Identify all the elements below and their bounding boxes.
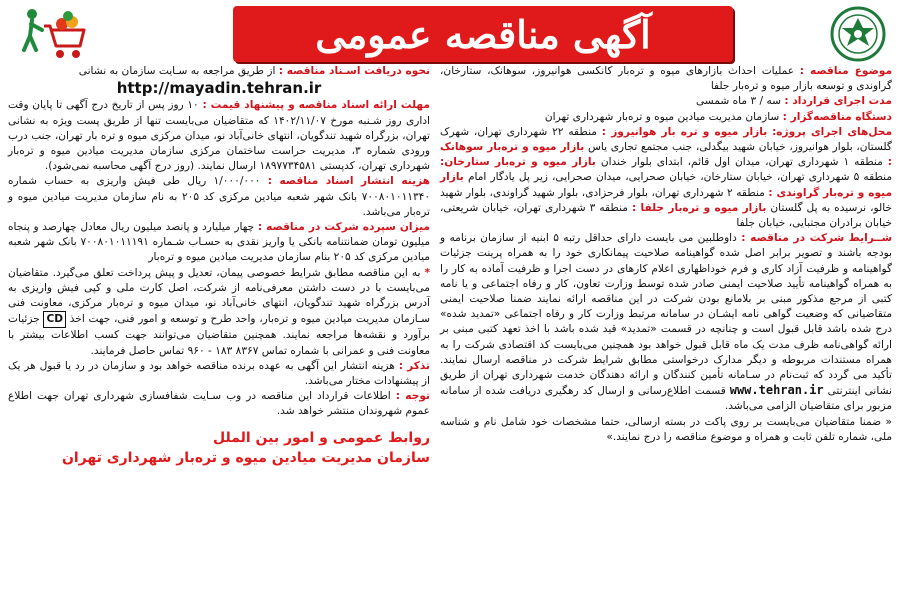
envelope-note — [440, 415, 892, 445]
general-terms-block — [8, 266, 430, 359]
reminder-label: تذکر : — [398, 359, 430, 372]
attention-text: اطلاعات قرارداد این مناقصه در وب سـایت شفافسازی شهرداری تهران جهت اطلاع عموم شهروندان منتشر خواهد شد. — [8, 390, 430, 418]
location-hovanirooz-label: بازار میوه و تره بار هوانیروز : — [601, 125, 768, 138]
subject-block — [440, 64, 892, 94]
receive-documents-block — [8, 64, 430, 96]
tehran-website-link[interactable]: www.tehran.ir — [729, 383, 824, 398]
subject-text: عملیات احداث بازارهای میوه و تره‌بار کانکسی هوانیروز، سوهانک، ستارخان، گراوندی و توسعه بازار میوه و تره‌بار جلفا — [440, 65, 892, 93]
location-sohanak-text: منطقه ۱ شهرداری تهران، میدان اول قائم، ابتدای بلوار خندان — [600, 156, 883, 169]
receive-documents-text: از طریق مراجعه به سـایت سازمان به نشانی — [78, 65, 276, 77]
location-sattarkhan-label: بازار میوه و تره‌بار ستارخان: — [440, 156, 596, 169]
signature-block — [8, 428, 430, 468]
bullet-mark: * — [424, 266, 430, 279]
reminder-block — [8, 359, 430, 389]
subject-label: موضوع مناقصه : — [799, 65, 893, 77]
deposit-text: چهار میلیارد و پانصد میلیون ریال معادل چهارصد و پنجاه میلیون تومان ضمانتنامه بانکی یا واریز نقدی به حسـاب شـماره ۷۰۰۸۰۱۰۱۱۱۹۱ بانک شهر شعبه میادین مرکزی کد ۲۰۵ بنام سازمان مدیریت میادین میوه و تره‌بار — [8, 221, 430, 264]
signature-line-organization: سازمان مدیریت میادین میوه و تره‌بار شهرداری تهران — [61, 449, 430, 466]
location-geravandi-label: بازار میوه و تره‌بار گراوندی : — [440, 171, 893, 199]
agency-label: دستگاه مناقصه‌گزار : — [782, 110, 892, 123]
location-jolfa-label: بازار میوه و تره‌بار جلفا : — [631, 201, 767, 214]
page-title: آگهی مناقصه عمومی — [315, 11, 651, 57]
title-banner — [233, 6, 733, 62]
conditions-text-continued: قسمت اطلاع‌رسانی و ارسال کد رهگیری دریافت شده از سامانه مزبور برای متقاضیان الزامی می‌باشد. — [440, 385, 892, 413]
deadline-block — [8, 98, 430, 174]
attention-block — [8, 389, 430, 419]
cd-label: CD — [43, 311, 66, 328]
general-terms-text-continued: جزئیات برآورد و نقشه‌ها مراجعه نمایند. همچنین متقاضیان می‌توانند جهت کسب اطلاعات بیشتر با معاونت فنی و عمرانی با شماره تماس ۸۳۶۷ ۱۸۳ - ۹۶۰ تماس حاصل فرمایند. — [8, 313, 430, 357]
deadline-label: مهلت ارائه اسناد مناقصه و پیشنهاد قیمت : — [202, 99, 430, 112]
locations-block — [440, 125, 892, 231]
attention-label: توجه : — [395, 390, 430, 403]
envelope-note-text: « ضمنا متقاضیان می‌بایست بر روی پاکت در بسته ارسالی، حتما مشخصات خود شامل نام و شناسه ملی، شماره تلفن ثابت و همراه و موضوع مناقصه را درج نمایند.» — [440, 415, 892, 443]
location-geravandi-text: منطقه ۲ شهرداری تهران، بلوار فرحزادی، بلوار شهید گراوندی، بلوار شهید خالو، نرسیده به پل گلستان — [440, 186, 893, 214]
conditions-text: داوطلبین می بایست دارای حداقل رتبه ۵ ابنیه از سازمان برنامه و بودجه باشند و تصویر برابر اصل شده گواهینامه صلاحیت پیمانکاری خود را به همراه پرینت جزئیات گواهینامه و ظرفیت آزاد کاری و فرم خوداظهاری اعلام کارهای در دست اجرا و ظرفیت آماده به کار را به همراه گواهینامه تأیید صلاحیت ایمنی صادر شده توسط وزارت تعاون، کار و رفاه اجتماعی و یا نامه کتبی از مرجع مذکور مبنی بر بلامانع بودن شرکت در این مناقصه ارائه نمایند ضمنا صلاحیت ایمنی متقاضیانی که وضعیت گواهی نامه ایشـان در سامانه مرتبط وزارت کار و رفاه اجتماعی «تمدید شده» درج شده باشد قابل قبول است و چنانچه در قسمت «تمدید» قید شده باشد با اخذ تعهد کتبی مبنی بر ارائه گواهی‌نامه ظرف مدت یک ماه قابل قبول خواهد بود همچنین می‌بایست کد اقتصادی شرکت را به همراه مستندات مربوطه و دیگر مدارک درخواستی مطابق شرایط شرکت در مناقصه ارسال نمایند. تأکید می گردد که ثبت‌نام در سـامانه تأمین کنندگان و ارائه دهندگان خدمت شهرداری تهران از طریق نشانی اینترنتی — [440, 232, 892, 398]
location-sattarkhan-text: منطقه ۵ شهرداری تهران، خیابان ستارخان، خیابان صحرایی، میدان صحرایی، زیر پل یادگار امام — [467, 171, 893, 184]
deposit-label: میزان سپرده شرکت در مناقصه : — [257, 221, 430, 234]
general-terms-text: به این مناقصه مطابق شرایط خصوصی پیمان، تعدیل و پیش پرداخت تعلق می‌گیرد. متقاضیان می‌بایست با در دست داشتن معرفی‌نامه از شرکت، اصل کارت ملی و کپی فیش واریزی به آدرس بزرگراه شهید تندگویان، انتهای خانی‌آباد نو، میدان میوه و تره‌بار مرکزی، معاونت فنی سـازمان مدیریت میادین میوه و تره‌بار، واحد طرح و توسعه و امور فنی، جهت اخذ — [8, 266, 430, 326]
content-columns — [8, 64, 892, 594]
signature-line-pr: روابط عمومی و امور بین الملل — [213, 429, 430, 446]
location-sohanak-label: بازار میوه و تره‌بار سوهانک : — [440, 141, 892, 169]
fruit-market-cart-icon — [18, 6, 88, 62]
left-column — [8, 64, 430, 594]
conditions-block — [440, 231, 892, 414]
tehran-municipality-seal-icon — [830, 6, 886, 62]
receive-documents-label: نحوه دریافت اسـناد مناقصه : — [278, 65, 430, 77]
publication-fee-text: ۱/۰۰۰/۰۰۰ ریال طی فیش واریزی به حساب شماره ۷۰۰۸۰۱۰۱۱۳۴۰ بانک شهر شعبه میادین مرکزی کد ۲۰۵ به نام سازمان مدیریت میادین میوه و تره‌بار می‌باشد. — [8, 175, 431, 218]
location-hovanirooz-text: منطقه ۲۲ شهرداری تهران، شهرک گلستان، بلوار هوانیروز، خیابان شهید بیگدلی، جنب مجتمع تجاری یاس — [440, 125, 892, 154]
publication-fee-block — [8, 174, 430, 220]
reminder-text: هزینه انتشار این آگهی به عهده برنده مناقصه خواهد بود و سازمان در رد یا قبول هر یک از پیشنهادات مختار می‌باشد. — [8, 359, 430, 388]
agency-text: سازمان مدیریت میادین میوه و تره‌بار شهرداری تهران — [544, 110, 780, 123]
duration-text: سه / ۳ ماه شمسی — [695, 95, 782, 108]
deposit-block — [8, 220, 430, 266]
header — [8, 4, 892, 64]
duration-block — [440, 94, 892, 109]
agency-block — [440, 110, 892, 125]
location-jolfa-text: منطقه ۳ شهرداری تهران، خیابان شریعتی، خیابان برادران مجتبایی، خیابان جلفا — [440, 201, 892, 230]
locations-label: محل‌های اجرای پروژه: — [772, 125, 893, 138]
mayadin-website-link[interactable]: http://mayadin.tehran.ir — [116, 79, 322, 98]
conditions-label: شــرایط شرکت در مناقصه : — [741, 232, 892, 245]
publication-fee-label: هزینه انتشار اسناد مناقصه : — [267, 175, 431, 188]
right-column — [440, 64, 892, 594]
deadline-text: ۱۰ روز پس از تاریخ درج آگهی تا پایان وقت اداری روز شـنبه مورخ ۱۴۰۲/۱۱/۰۷ که متقاضیان می‌بایست تنها از طریق پست ویژه به نشانی تهران، بزرگراه شهید تندگویان، انتهای خانی‌آباد نو، میدان مرکزی میوه و تره بار تهران، جنب درب ورودی شماره ۳، مدیریت حراست ساختمان مرکزی سازمان مدیریت میادین میوه و تره‌بار شهرداری تهران، کدپستی ۱۸۹۷۷۳۴۵۸۱ ارسال نمایند. (روز درج آگهی محاسبه نمی‌شود). — [8, 99, 430, 173]
duration-label: مدت اجرای قرارداد : — [784, 95, 892, 108]
